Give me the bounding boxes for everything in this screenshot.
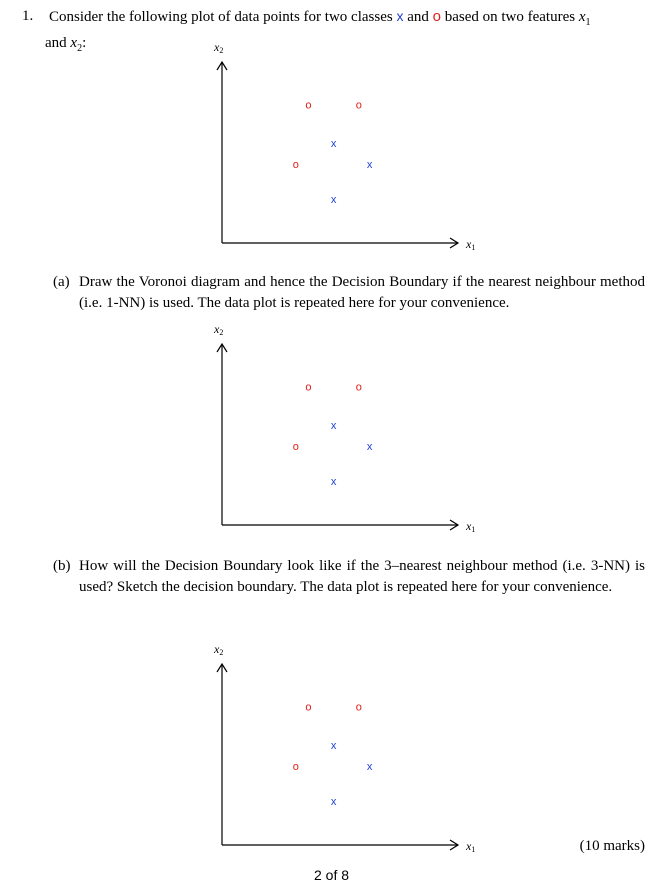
data-point-o: o [305,701,312,714]
marks-label: (10 marks) [579,838,645,854]
data-point-o: o [305,381,312,394]
x-axis-label: x1 [466,519,476,534]
page-number: 2 of 8 [313,867,350,883]
part-a-label: (a) [53,274,70,290]
data-point-x: x [330,740,337,752]
feature-1: $x_1$ [578,9,591,28]
data-point-x: x [330,194,337,206]
intro-and: and [403,9,433,25]
data-point-x: x [330,796,337,808]
y-axis-label: x2 [214,322,224,337]
class-x-label: x [396,8,404,24]
scatter-plot-1 [200,40,500,255]
intro-features: based on two features [440,9,579,25]
data-point-x: x [330,420,337,432]
data-point-o: o [355,99,362,112]
x-axis-label: x1 [466,839,476,854]
data-point-x: x [366,440,373,453]
data-point-o: o [292,760,299,773]
data-point-x: x [366,158,373,171]
data-point-x: x [366,760,373,773]
data-point-o: o [305,99,312,112]
intro-and-2: and [45,35,71,51]
data-point-o: o [355,381,362,394]
part-b-text: How will the Decision Boundary look like if the 3–nearest neighbour method (i.e. 3-NN) is used? Sketch the decision boundary. The data plot is repeated here for your convenience. [79,558,645,595]
intro-colon: : [82,35,87,51]
scatter-plot-3 [200,642,500,857]
class-o-label: o [432,8,441,25]
data-point-o: o [292,158,299,171]
intro-text: Consider the following plot of data points for two classes [49,9,397,25]
part-b-label: (b) [53,558,71,574]
y-axis-label: x2 [214,642,224,657]
question-number: 1. [22,8,34,24]
data-point-x: x [330,476,337,488]
part-a-text: Draw the Voronoi diagram and hence the Decision Boundary if the nearest neighbour method (i.e. 1-NN) is used. The data plot is repeated here for your convenience. [79,274,645,311]
data-point-x: x [330,138,337,150]
data-point-o: o [355,701,362,714]
feature-2: $x_2$ [70,35,83,54]
x-axis-label: x1 [466,237,476,252]
data-point-o: o [292,440,299,453]
y-axis-label: x2 [214,40,224,55]
scatter-plot-2 [200,322,500,537]
